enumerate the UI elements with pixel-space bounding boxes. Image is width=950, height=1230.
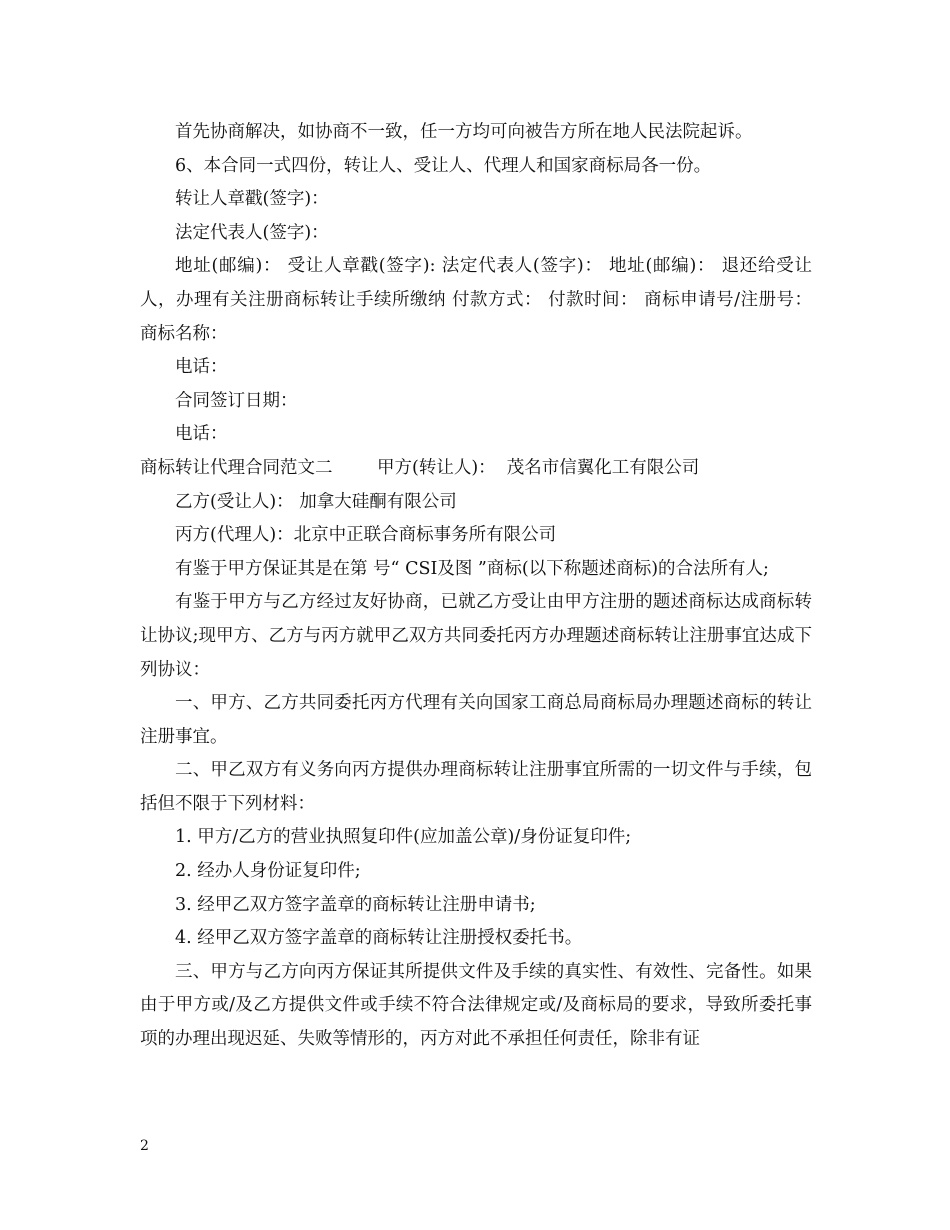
paragraph-whereas-2: 有鉴于甲方与乙方经过友好协商，已就乙方受让由甲方注册的题述商标达成商标转让协议;现甲方、乙方与丙方就甲乙双方共同委托丙方办理题述商标转让注册事宜达成下列协议： [140,592,812,680]
paragraph-party-c: 丙方(代理人)：北京中正联合商标事务所有限公司 [175,525,557,546]
paragraph-address-block: 地址(邮编)： 受让人章戳(签字): 法定代表人(签字)： 地址(邮编)： 退还给受让人，办理有关注册商标转让手续所缴纳 付款方式： 付款时间： 商标申请号/注册号： 商标名称： [140,256,812,344]
document-body [140,116,812,1057]
paragraph-whereas-1: 有鉴于甲方保证其是在第 号“ CSI及图 ”商标(以下称题述商标)的合法所有人; [175,558,769,579]
paragraph-sign-date: 合同签订日期： [175,390,298,411]
list-item-1: 1. 甲方/乙方的营业执照复印件(应加盖公章)/身份证复印件; [175,827,632,848]
paragraph-clause-3: 三、甲方与乙方向丙方保证其所提供文件及手续的真实性、有效性、完备性。如果由于甲方或/及乙方提供文件或手续不符合法律规定或/及商标局的要求，导致所委托事项的办理出现迟延、失败等情形的，丙方对此不承担任何责任，除非有证 [140,961,812,1050]
paragraph-party-b: 乙方(受让人)： 加拿大硅酮有限公司 [175,491,457,512]
paragraph-clause-2: 二、甲乙双方有义务向丙方提供办理商标转让注册事宜所需的一切文件与手续，包括但不限于下列材料： [140,760,812,814]
contract-two-heading: 商标转让代理合同范文二 甲方(转让人)： 茂名市信翼化工有限公司 [140,457,700,478]
list-item-3: 3. 经甲乙双方签字盖章的商标转让注册申请书; [175,894,536,915]
paragraph-phone-2: 电话： [175,424,228,445]
paragraph-copies: 6、本合同一式四份，转让人、受让人、代理人和国家商标局各一份。 [175,155,712,176]
paragraph-clause-1: 一、甲方、乙方共同委托丙方代理有关向国家工商总局商标局办理题述商标的转让注册事宜。 [140,693,812,747]
paragraph-dispute: 首先协商解决，如协商不一致，任一方均可向被告方所在地人民法院起诉。 [175,122,753,142]
list-item-2: 2. 经办人身份证复印件; [175,861,361,882]
list-item-4: 4. 经甲乙双方签字盖章的商标转让注册授权委托书。 [175,928,583,949]
page-number: 2 [140,1138,149,1154]
paragraph-phone-1: 电话： [175,357,228,378]
paragraph-transferor-seal: 转让人章戳(签字)： [175,189,329,210]
paragraph-legal-rep: 法定代表人(签字)： [175,222,329,243]
